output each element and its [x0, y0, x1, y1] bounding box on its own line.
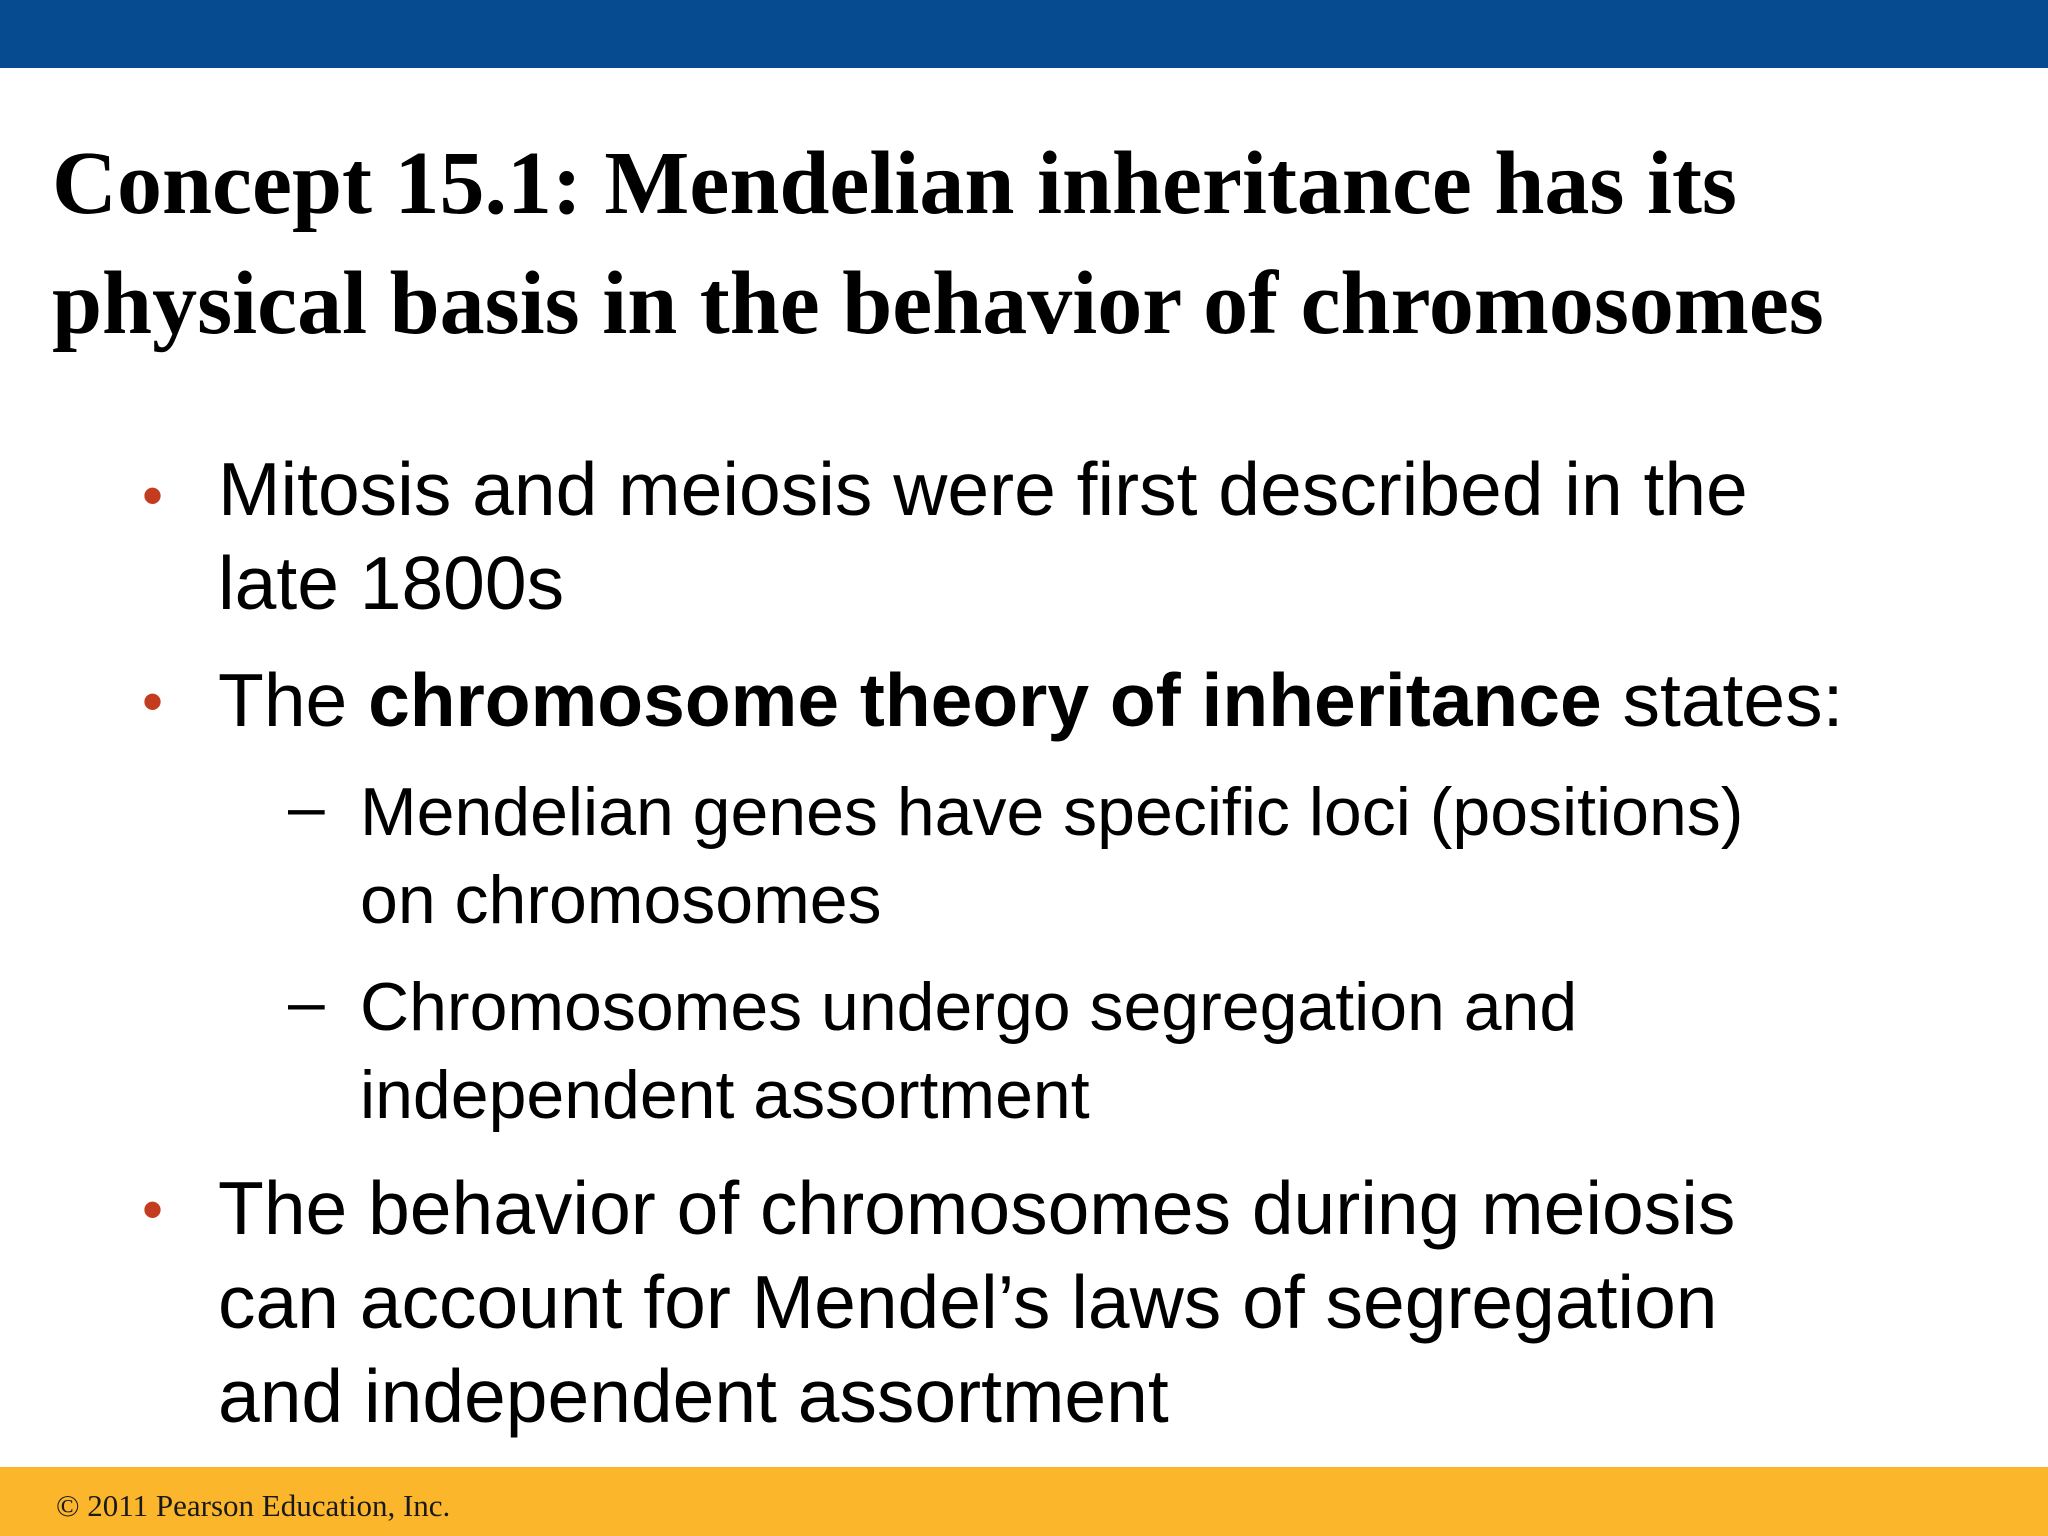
bullet-2-bold-term: chromosome theory of inheritance [368, 658, 1602, 742]
sub-bullet-1-line-2: on chromosomes [360, 862, 882, 938]
bullet-3-line-3: and independent assortment [218, 1354, 1169, 1438]
sub-bullet-2-dash: – [288, 964, 325, 1038]
bullet-1-text [218, 442, 1748, 630]
bullet-3-text [218, 1161, 1735, 1443]
bullet-3-dot: • [142, 1176, 164, 1243]
bullet-2-line-1 [218, 653, 1843, 747]
bullet-2-prefix: The [218, 658, 369, 742]
sub-bullet-1-text [360, 768, 1743, 944]
sub-bullet-2-line-2: independent assortment [360, 1057, 1090, 1133]
bullet-1-line-1: Mitosis and meiosis were first described in the [218, 447, 1748, 531]
slide-title-line-2: physical basis in the behavior of chromosomes [52, 254, 1824, 353]
bullet-3-line-2: can account for Mendel’s laws of segregation [218, 1260, 1718, 1344]
bullet-2-dot: • [142, 668, 164, 735]
sub-bullet-1-dash: – [288, 769, 325, 843]
sub-bullet-1-line-1: Mendelian genes have specific loci (positions) [360, 774, 1744, 850]
bullet-1-dot: • [142, 462, 164, 529]
bullet-3-line-1: The behavior of chromosomes during meiosis [218, 1166, 1736, 1250]
copyright-notice: © 2011 Pearson Education, Inc. [56, 1488, 451, 1523]
bullet-2-text [218, 653, 1843, 747]
bullet-1-line-2: late 1800s [218, 541, 565, 625]
slide-title-line-1: Concept 15.1: Mendelian inheritance has its [52, 134, 1737, 233]
sub-bullet-2-line-1: Chromosomes undergo segregation and [360, 969, 1578, 1045]
bullet-2-suffix: states: [1601, 658, 1844, 742]
sub-bullet-2-text [360, 963, 1577, 1139]
